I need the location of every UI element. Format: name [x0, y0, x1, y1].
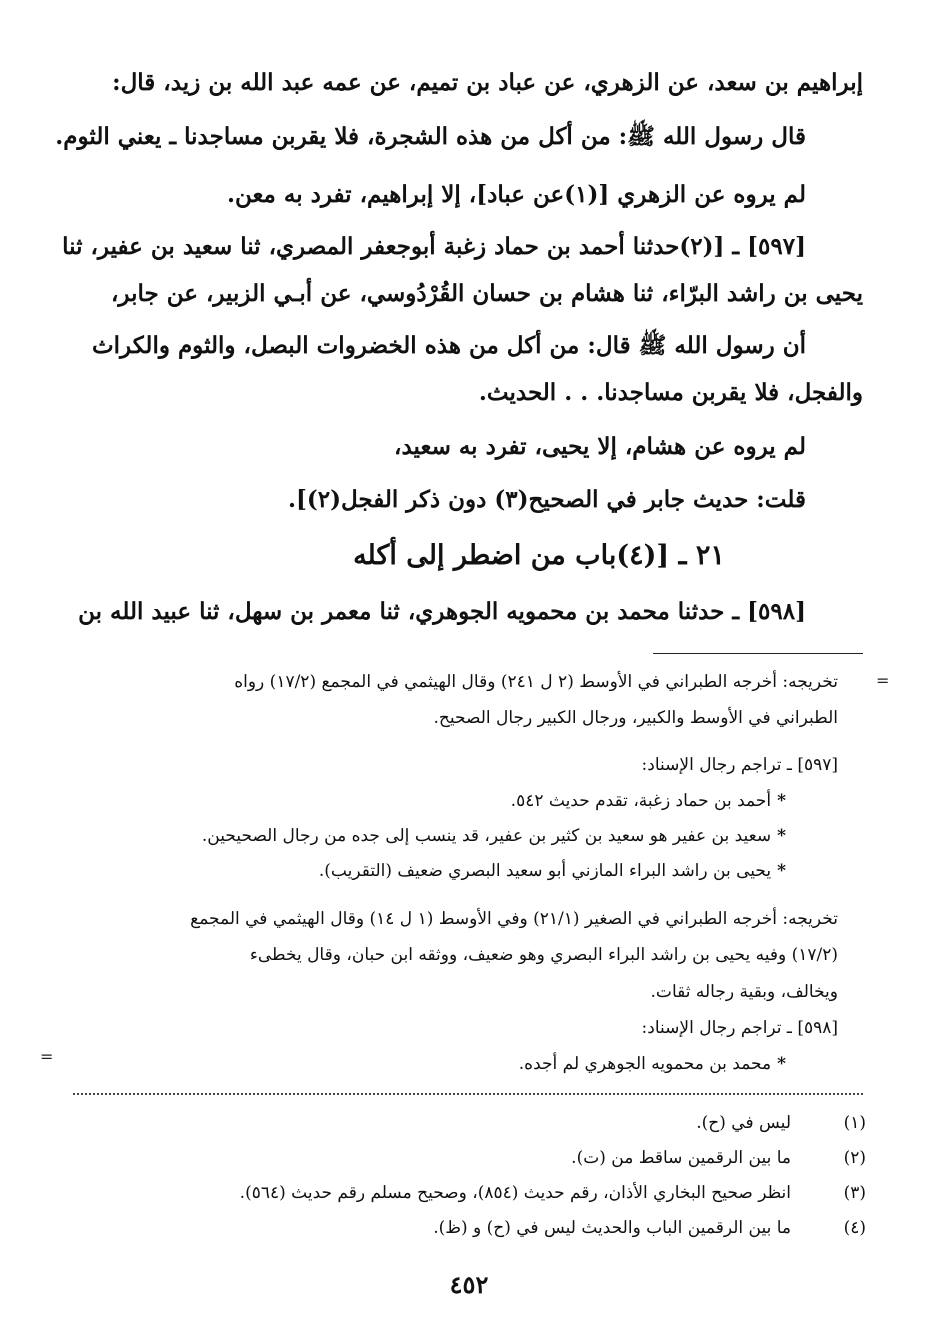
text-line: إبراهيم بن سعد، عن الزهري، عن عباد بن تميم، عن عمه عبد الله بن زيد، قال: — [112, 69, 863, 96]
margin-mark: = — [876, 671, 890, 690]
text-line: أن رسول الله ﷺ قال: من أكل من هذه الخضروات البصل، والثوم والكراث — [92, 332, 806, 359]
margin-mark: = — [40, 1047, 54, 1066]
takhrij-line: تخريجه: أخرجه الطبراني في الصغير (٢١/١) وفي الأوسط (١ ل ١٤) وقال الهيثمي في المجمع — [190, 909, 838, 929]
narrator-item: *محمد بن محمويه الجوهري لم أجده. — [518, 1054, 786, 1074]
footnote-number: (٢) — [843, 1148, 866, 1168]
text-line: قلت: حديث جابر في الصحيح(٣) دون ذكر الفجل(٢)]. — [287, 486, 806, 513]
bullet-mark: * — [777, 1054, 786, 1074]
text-line: يحيى بن راشد البرّاء، ثنا هشام بن حسان القُرْدُوسي، عن أبـي الزبير، عن جابر، — [110, 280, 863, 307]
bullet-mark: * — [777, 861, 786, 881]
separator-rule — [653, 653, 863, 654]
bullet-mark: * — [777, 791, 786, 811]
takhrij-line: ويخالف، وبقية رجاله ثقات. — [650, 982, 838, 1002]
text-line: لم يروه عن الزهري [(١)عن عباد]، إلا إبراهيم، تفرد به معن. — [226, 181, 806, 208]
footnote: (٤)ما بين الرقمين الباب والحديث ليس في (ح) و (ظ). — [433, 1218, 866, 1238]
text-line: والفجل، فلا يقربن مساجدنا. . . الحديث. — [478, 379, 863, 406]
narrator-item: *سعيد بن عفير هو سعيد بن كثير بن عفير، قد ينسب إلى جده من رجال الصحيحين. — [201, 826, 786, 846]
text-line: لم يروه عن هشام، إلا يحيى، تفرد به سعيد، — [394, 433, 806, 460]
chapter-heading: ٢١ ـ [(٤)باب من اضطر إلى أكله — [353, 540, 725, 571]
page-number: ٤٥٢ — [449, 1270, 489, 1299]
takhrij-line: الطبراني في الأوسط والكبير، ورجال الكبير رجال الصحيح. — [433, 708, 838, 728]
narrators-heading-598: [٥٩٨] ـ تراجم رجال الإسناد: — [641, 1018, 838, 1038]
narrator-item: *أحمد بن حماد زغبة، تقدم حديث ٥٤٢. — [510, 791, 786, 811]
text-line: قال رسول الله ﷺ: من أكل من هذه الشجرة، فلا يقربن مساجدنا ـ يعني الثوم. — [55, 123, 806, 150]
dotted-separator — [73, 1093, 863, 1095]
takhrij-line: تخريجه: أخرجه الطبراني في الأوسط (٢ ل ٢٤١) وقال الهيثمي في المجمع (١٧/٢) رواه — [234, 672, 838, 692]
footnote-number: (٣) — [843, 1183, 866, 1203]
takhrij-line: (١٧/٢) وفيه يحيى بن راشد البراء البصري وهو ضعيف، ووثقه ابن حبان، وقال يخطىء — [249, 945, 838, 965]
footnote-number: (١) — [843, 1113, 866, 1133]
narrator-item: *يحيى بن راشد البراء المازني أبو سعيد البصري ضعيف (التقريب). — [318, 861, 786, 881]
footnote: (٣)انظر صحيح البخاري الأذان، رقم حديث (٨٥٤)، وصحيح مسلم رقم حديث (٥٦٤). — [239, 1183, 866, 1203]
footnote-number: (٤) — [843, 1218, 866, 1238]
hadith-598-heading: [٥٩٨] ـ حدثنا محمد بن محمويه الجوهري، ثنا معمر بن سهل، ثنا عبيد الله بن — [78, 598, 806, 625]
footnote: (٢)ما بين الرقمين ساقط من (ت). — [571, 1148, 866, 1168]
footnote: (١)ليس في (ح). — [696, 1113, 866, 1133]
bullet-mark: * — [777, 826, 786, 846]
narrators-heading-597: [٥٩٧] ـ تراجم رجال الإسناد: — [641, 755, 838, 775]
hadith-597-heading: [٥٩٧] ـ [(٢)حدثنا أحمد بن حماد زغبة أبوجعفر المصري، ثنا سعيد بن عفير، ثنا — [62, 233, 806, 260]
